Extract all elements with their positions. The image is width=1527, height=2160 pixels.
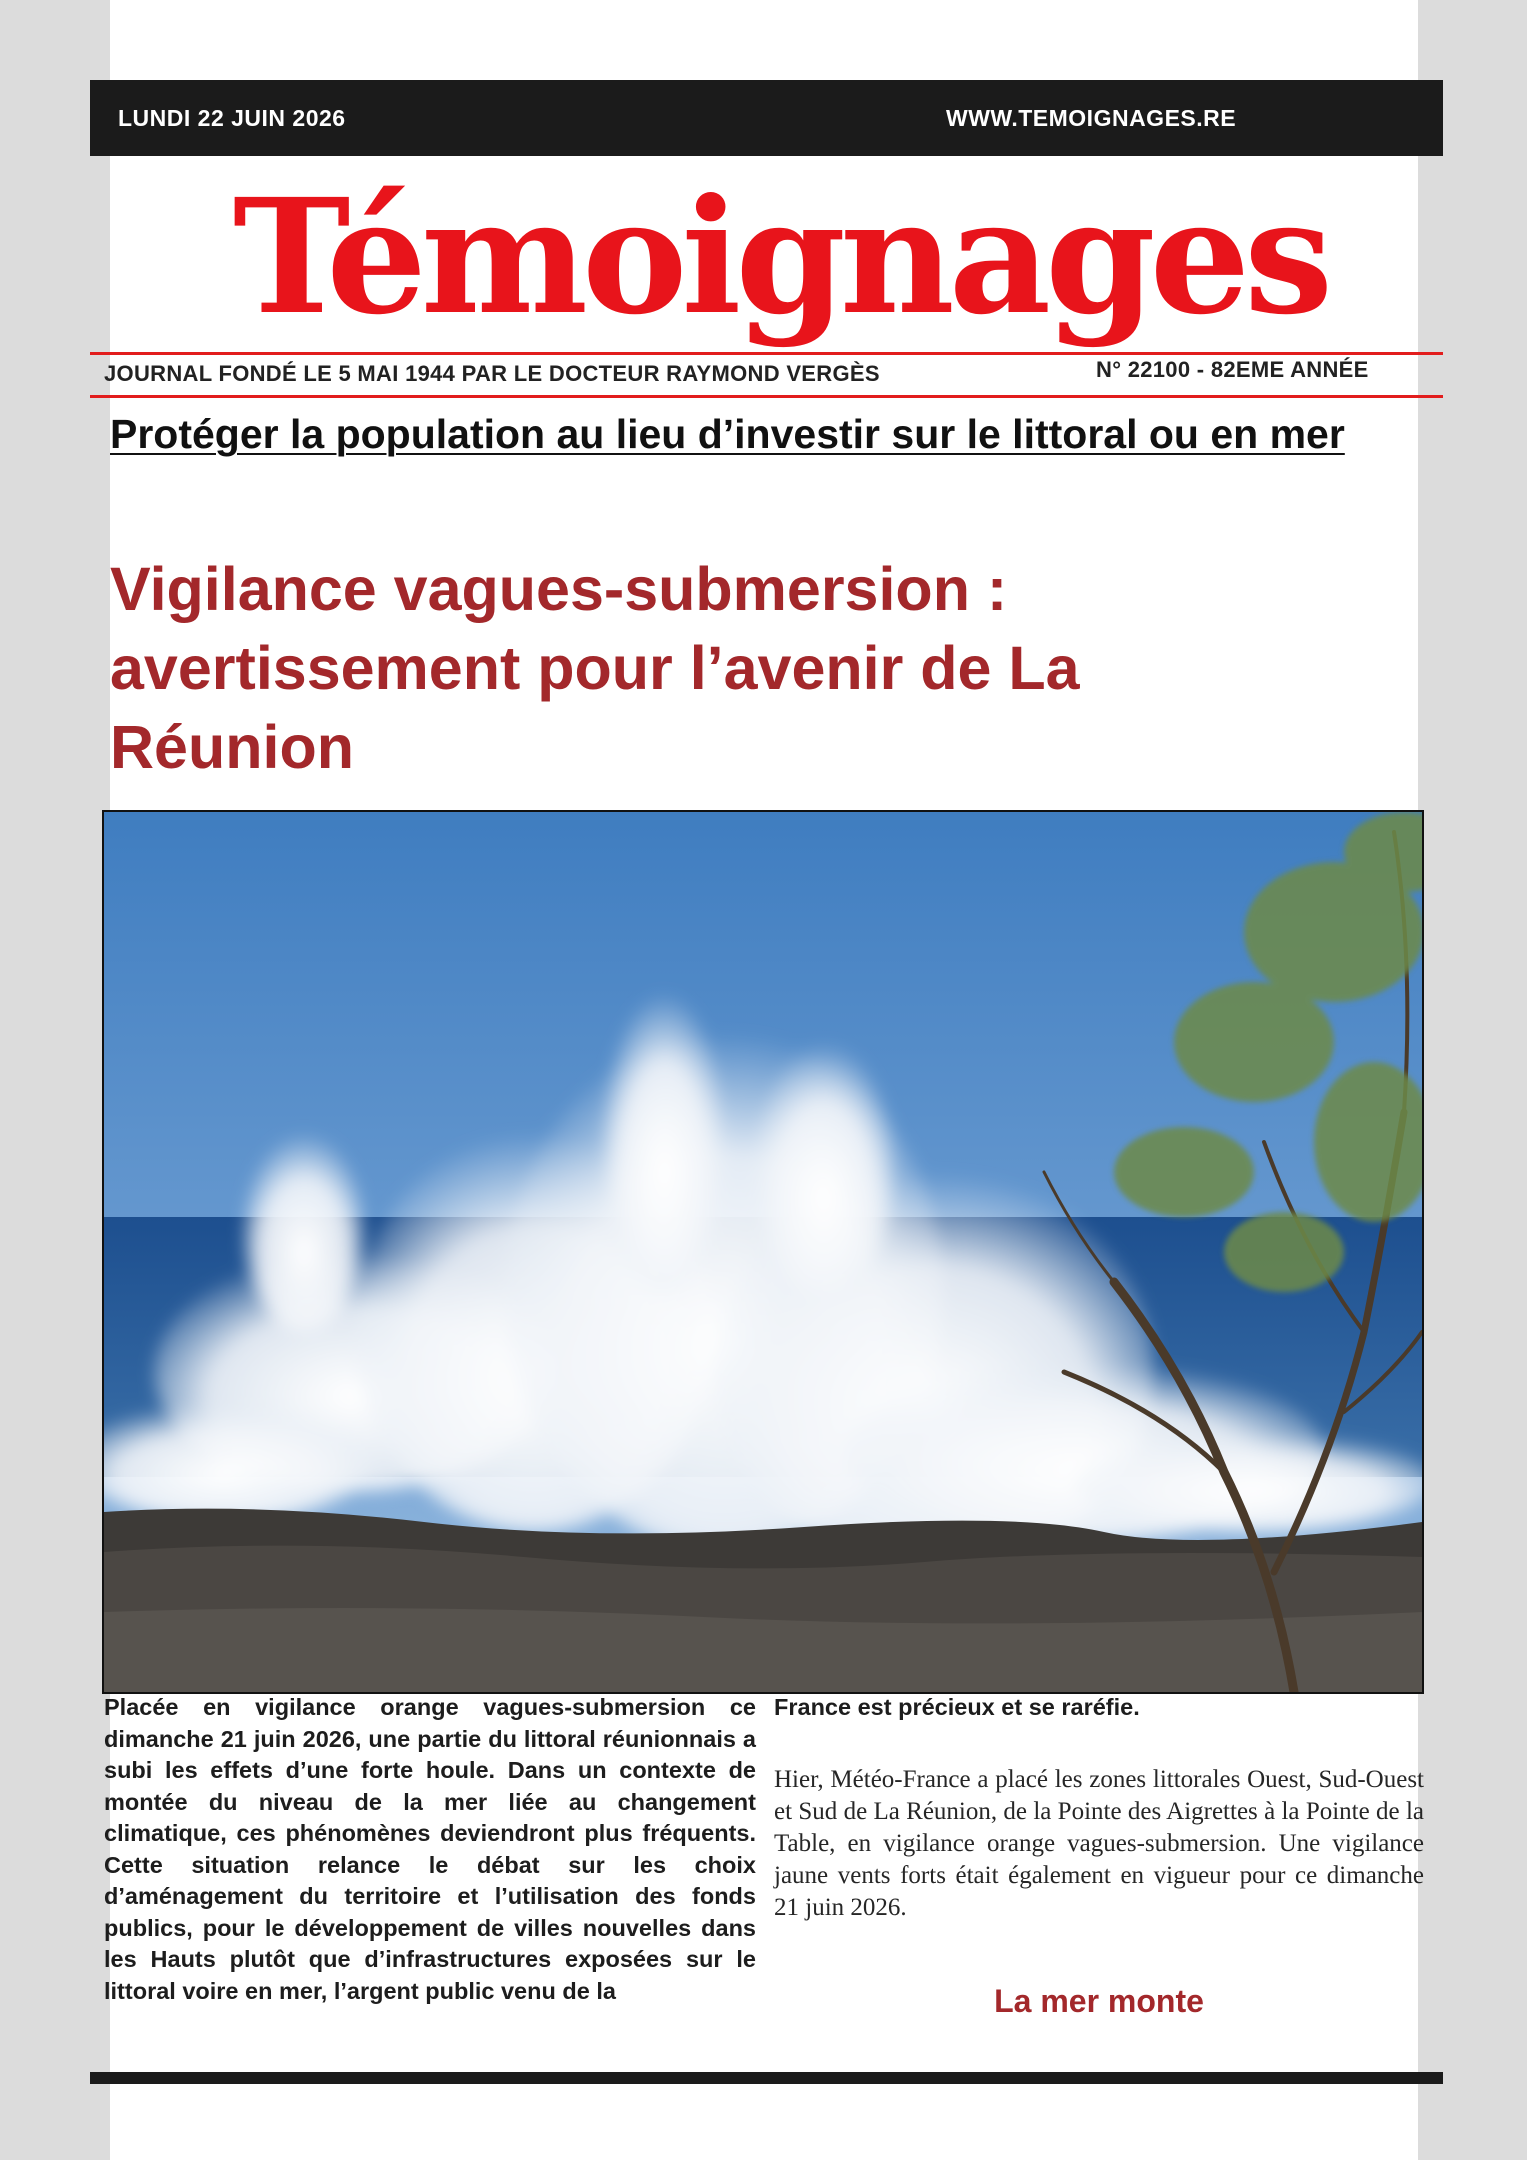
issue-date: LUNDI 22 JUIN 2026 [118, 105, 346, 131]
bottom-bar [90, 2072, 1443, 2084]
website-url[interactable]: WWW.TEMOIGNAGES.RE [946, 105, 1237, 131]
newspaper-page [104, 0, 1424, 2160]
section-subhead: La mer monte [994, 1983, 1204, 2019]
masthead-logo: Témoignages [232, 165, 1328, 350]
article-headline: Vigilance vagues-submersion : avertissement pour l’avenir de La Réunion [110, 555, 1080, 781]
wave-photo-illustration [104, 812, 1422, 1692]
article-photo [102, 810, 1424, 1694]
issue-number: N° 22100 - 82EME ANNÉE [1096, 357, 1369, 382]
top-red-rule [90, 352, 1443, 355]
bottom-red-rule [90, 395, 1443, 398]
body-paragraph: Hier, Météo-France a placé les zones littorales Ouest, Sud-Ouest et Sud de La Réunion, de la Pointe des Aigrettes à la Pointe de la Table, en vigilance orange vagues-submersion. Une vigilance jaune vents forts était également en vigueur pour ce dimanche 21 juin 2026. [774, 1766, 1424, 1921]
lead-paragraph-continued: France est précieux et se raréfie. [774, 1694, 1140, 1720]
lead-paragraph: Placée en vigilance orange vagues-submersion ce dimanche 21 juin 2026, une partie du littoral réunionnais a subi les effets d’une forte houle. Dans un contexte de montée du niveau de la mer liée au changement climatique, ces phénomènes deviendront plus fréquents. Cette situation relance le débat sur les choix d’aménagement du territoire et l’utilisation des fonds publics, pour le développement de villes nouvelles dans les Hauts plutôt que d’infrastructures exposées sur le littoral voire en mer, l’argent public venu de la [104, 1694, 756, 2004]
article-kicker: Protéger la population au lieu d’investir sur le littoral ou en mer [110, 411, 1345, 457]
founded-line: JOURNAL FONDÉ LE 5 MAI 1944 PAR LE DOCTEUR RAYMOND VERGÈS [104, 361, 880, 386]
top-bar [90, 80, 1443, 156]
